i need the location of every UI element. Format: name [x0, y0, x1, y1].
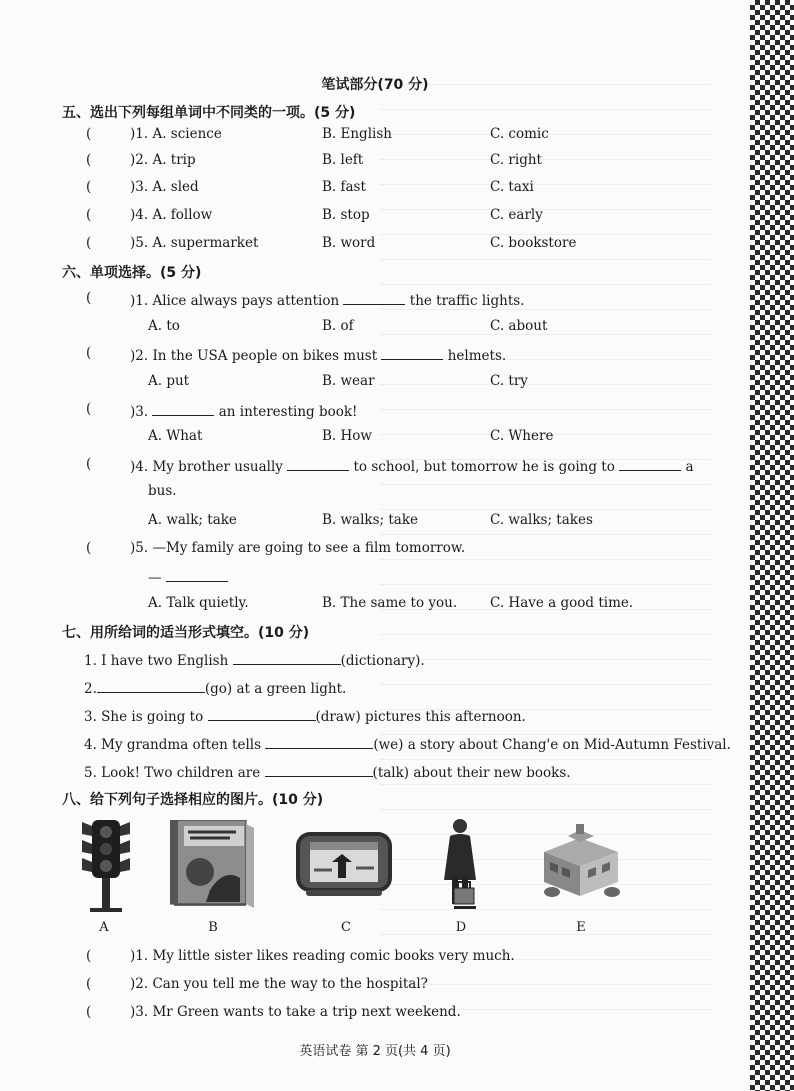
answer-blank[interactable]	[208, 706, 316, 721]
s7-item-3-pre: 3. She is going to	[84, 709, 204, 725]
s6-q4-text	[130, 456, 694, 475]
checker-border	[750, 0, 794, 1091]
s6-q2	[0, 345, 750, 367]
s5-item-2-b: B. left	[322, 152, 364, 168]
s6-q4-mid: to school, but tomorrow he is going to	[353, 459, 615, 475]
s7-item-4	[0, 734, 750, 756]
s6-q3-pre: )3.	[130, 404, 149, 420]
section7-heading: 七、用所给词的适当形式填空。(10 分)	[62, 625, 310, 641]
answer-blank[interactable]	[619, 456, 681, 471]
s6-q5-a: A. Talk quietly.	[148, 595, 249, 611]
s6-q5-text: )5. —My family are going to see a film tomorrow.	[130, 540, 466, 556]
s5-item-1-b: B. English	[322, 126, 392, 142]
answer-blank[interactable]	[265, 734, 373, 749]
s6-q4-a: A. walk; take	[148, 512, 237, 528]
s6-q4-continuation: bus.	[148, 483, 177, 499]
answer-blank[interactable]	[152, 401, 214, 416]
s6-q5-dash-text: —	[148, 570, 162, 586]
s6-q5-b: B. The same to you.	[322, 595, 458, 611]
s8-item-1-text: )1. My little sister likes reading comic books very much.	[130, 948, 515, 964]
s7-item-4-text	[84, 734, 731, 753]
s8-item-3-text: )3. Mr Green wants to take a trip next weekend.	[130, 1004, 461, 1020]
s5-item-5-c: C. bookstore	[490, 235, 577, 251]
s6-q3-a: A. What	[148, 428, 203, 444]
s6-q2-b: B. wear	[322, 373, 375, 389]
s7-item-3	[0, 706, 750, 728]
s6-q3	[0, 401, 750, 423]
s7-item-3-text	[84, 706, 526, 725]
answer-paren: (	[86, 235, 92, 251]
traffic-light-icon	[80, 816, 132, 912]
s5-item-4-a: )4. A. follow	[130, 207, 213, 223]
s6-q3-text	[130, 401, 357, 420]
comic-books-icon	[170, 820, 258, 910]
answer-paren: (	[86, 179, 92, 195]
s6-q2-text	[130, 345, 506, 364]
s5-item-3	[0, 179, 750, 201]
s6-q3-c: C. Where	[490, 428, 554, 444]
s6-q2-a: A. put	[148, 373, 190, 389]
answer-blank[interactable]	[166, 567, 228, 582]
s6-q3-options	[0, 428, 750, 450]
s6-q4	[0, 456, 750, 478]
answer-blank[interactable]	[233, 650, 341, 665]
s7-item-4-pre: 4. My grandma often tells	[84, 737, 262, 753]
s6-q1-pre: )1. Alice always pays attention	[130, 293, 340, 309]
s6-q5	[0, 540, 750, 562]
answer-blank[interactable]	[343, 290, 405, 305]
s6-q1-b: B. of	[322, 318, 354, 334]
answer-paren: (	[86, 948, 92, 964]
s6-q5-reply	[0, 567, 750, 589]
answer-blank[interactable]	[265, 762, 373, 777]
answer-blank[interactable]	[287, 456, 349, 471]
s5-item-1-a: )1. A. science	[130, 126, 222, 142]
answer-paren: (	[86, 540, 92, 556]
s5-item-2-c: C. right	[490, 152, 542, 168]
s7-item-5-post: (talk) about their new books.	[372, 765, 571, 781]
s6-q2-c: C. try	[490, 373, 528, 389]
section6-heading: 六、单项选择。(5 分)	[62, 265, 202, 281]
s6-q1-options	[0, 318, 750, 340]
s5-item-3-b: B. fast	[322, 179, 366, 195]
s6-q1-a: A. to	[148, 318, 180, 334]
s8-item-2-text: )2. Can you tell me the way to the hospital?	[130, 976, 428, 992]
traveler-icon	[440, 818, 482, 910]
s5-item-3-c: C. taxi	[490, 179, 534, 195]
s7-item-5	[0, 762, 750, 784]
picture-label-b: B	[208, 920, 218, 935]
answer-paren: (	[86, 976, 92, 992]
s8-item-3	[0, 1004, 750, 1026]
s6-q4-pre: )4. My brother usually	[130, 459, 283, 475]
answer-paren: (	[86, 401, 92, 417]
s6-q4-cont	[0, 483, 750, 505]
s6-q4-c: C. walks; takes	[490, 512, 593, 528]
picture-label-c: C	[341, 920, 351, 935]
answer-paren: (	[86, 126, 92, 142]
s5-item-4-b: B. stop	[322, 207, 370, 223]
s5-item-5-a: )5. A. supermarket	[130, 235, 259, 251]
answer-paren: (	[86, 290, 92, 306]
answer-blank[interactable]	[97, 678, 205, 693]
answer-blank[interactable]	[381, 345, 443, 360]
s6-q2-options	[0, 373, 750, 395]
s7-item-2-text	[84, 678, 346, 697]
s7-item-2	[0, 678, 750, 700]
s5-item-2-a: )2. A. trip	[130, 152, 196, 168]
s7-item-1-text	[84, 650, 425, 669]
s6-q1-text	[130, 290, 524, 309]
s5-item-2	[0, 152, 750, 174]
picture-label-d: D	[455, 920, 467, 935]
s7-item-5-text	[84, 762, 571, 781]
s6-q3-b: B. How	[322, 428, 372, 444]
s5-item-1	[0, 126, 750, 148]
s6-q4-b: B. walks; take	[322, 512, 419, 528]
s6-q1	[0, 290, 750, 312]
s7-item-1-post: (dictionary).	[340, 653, 425, 669]
s5-item-3-a: )3. A. sled	[130, 179, 199, 195]
answer-paren: (	[86, 345, 92, 361]
picture-label-e: E	[576, 920, 586, 935]
s5-item-4	[0, 207, 750, 229]
answer-paren: (	[86, 152, 92, 168]
s7-item-2-pre: 2.	[84, 681, 97, 697]
answer-paren: (	[86, 207, 92, 223]
s6-q5-options	[0, 595, 750, 617]
answer-paren: (	[86, 456, 92, 472]
s7-item-4-post: (we) a story about Chang'e on Mid-Autumn Festival.	[373, 737, 731, 753]
s6-q1-c: C. about	[490, 318, 548, 334]
s7-item-3-post: (draw) pictures this afternoon.	[315, 709, 526, 725]
s6-q4-post: a	[685, 459, 694, 475]
s6-q3-post: an interesting book!	[218, 404, 358, 420]
s6-q2-post: helmets.	[447, 348, 507, 364]
hospital-building-icon	[538, 822, 624, 900]
page-title: 笔试部分(70 分)	[321, 77, 429, 93]
s5-item-4-c: C. early	[490, 207, 543, 223]
s6-q2-pre: )2. In the USA people on bikes must	[130, 348, 378, 364]
s8-item-1	[0, 948, 750, 970]
picture-label-a: A	[99, 920, 109, 935]
section5-heading: 五、选出下列每组单词中不同类的一项。(5 分)	[62, 105, 356, 121]
s7-item-1	[0, 650, 750, 672]
answer-paren: (	[86, 1004, 92, 1020]
s5-item-5	[0, 235, 750, 257]
s5-item-5-b: B. word	[322, 235, 376, 251]
s6-q4-options	[0, 512, 750, 534]
s7-item-1-pre: 1. I have two English	[84, 653, 229, 669]
s7-item-2-post: (go) at a green light.	[204, 681, 347, 697]
s6-q5-dash	[148, 567, 228, 586]
s6-q5-c: C. Have a good time.	[490, 595, 634, 611]
s7-item-5-pre: 5. Look! Two children are	[84, 765, 261, 781]
s8-item-2	[0, 976, 750, 998]
s6-q1-post: the traffic lights.	[409, 293, 525, 309]
s5-item-1-c: C. comic	[490, 126, 549, 142]
gps-navigator-icon	[294, 828, 394, 898]
section8-heading: 八、给下列句子选择相应的图片。(10 分)	[62, 792, 324, 808]
page-footer: 英语试卷 第 2 页(共 4 页)	[299, 1044, 451, 1059]
